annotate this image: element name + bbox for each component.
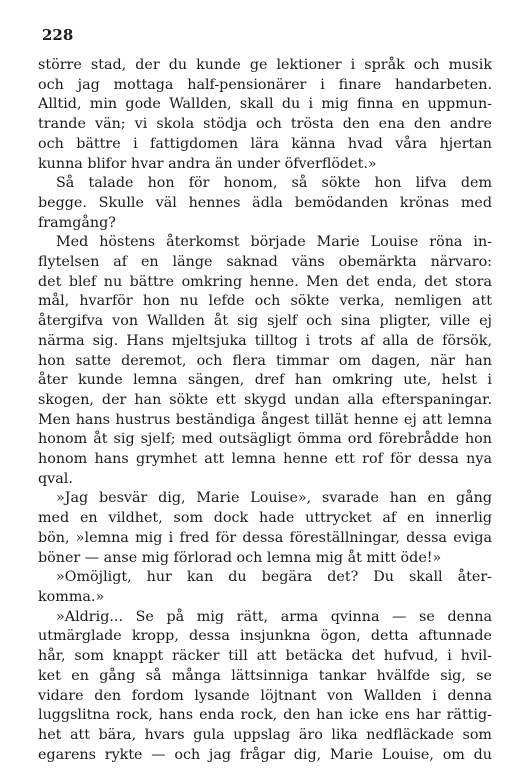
- text-line: det blef nu bättre omkring henne. Men det enda, det stora: [38, 273, 492, 290]
- text-line: åter kunde lemna sängen, dref han omkring ute, helst i: [38, 372, 492, 389]
- text-line: begge. Skulle väl hennes ädla bemödanden krönas med: [38, 194, 492, 211]
- text-line: luggslitna rock, hans enda rock, den han icke ens har rättig-: [38, 707, 492, 724]
- text-line: honom hans grymhet att lemna henne ett rof för dessa nya: [38, 451, 492, 468]
- text-line: bön, »lemna mig i fred för dessa föreställningar, dessa eviga: [38, 529, 492, 546]
- text-line: vidare den fordom lysande löjtnant von Wallden i denna: [38, 687, 492, 704]
- text-line: hår, som knappt räcker till att betäcka det hufvud, i hvil-: [38, 648, 492, 665]
- text-line: utmärglade kropp, dessa insjunkna ögon, detta aftunnade: [38, 628, 492, 645]
- text-line: hon satte deremot, och flera timmar om dagen, när han: [38, 352, 492, 369]
- text-line: trande vän; vi skola stödja och trösta den ena den andre: [38, 116, 492, 133]
- text-line: Alltid, min gode Wallden, skall du i mig finna en uppmun-: [38, 96, 492, 113]
- text-line: qval.: [38, 470, 73, 487]
- text-line: »Omöjligt, hur kan du begära det? Du skall åter-: [56, 569, 492, 586]
- text-line: Så talade hon för honom, så sökte hon lifva dem: [56, 175, 492, 192]
- text-line: »Jag besvär dig, Marie Louise», svarade han en gång: [56, 490, 492, 507]
- text-line: Med höstens återkomst började Marie Louise röna in-: [56, 234, 492, 251]
- text-line: större stad, der du kunde ge lektioner i språk och musik: [38, 57, 492, 73]
- text-line: egarens rykte — och jag frågar dig, Marie Louise, om du: [38, 746, 492, 763]
- text-line: het att bära, hvars gula uppslag äro lika nedfläckade som: [38, 726, 492, 743]
- text-line: framgång?: [38, 214, 116, 231]
- text-line: med en vildhet, som dock hade uttrycket af en innerlig: [38, 510, 492, 527]
- text-line: Men hans hustrus beständiga ångest tillät henne ej att lemna: [38, 411, 492, 428]
- text-line: kunna blifor hvar andra än under öfverflödet.»: [38, 155, 377, 172]
- page-number: 228: [42, 26, 74, 44]
- text-line: flytelsen af en länge saknad väns obemärkta närvaro:: [38, 254, 492, 271]
- text-line: närma sig. Hans mjeltsjuka tilltog i trots af alla de försök,: [38, 332, 492, 349]
- text-line: skogen, der han sökte ett skygd undan alla efterspaningar.: [38, 391, 492, 408]
- text-line: mål, hvarför hon nu lefde och sökte verka, nemligen att: [38, 293, 492, 310]
- book-page: [38, 26, 492, 766]
- text-line: »Aldrig... Se på mig rätt, arma qvinna — se denna: [56, 608, 492, 625]
- body-text: [38, 56, 492, 765]
- text-line: och jag mottaga half-pensionärer i finare handarbeten.: [38, 76, 492, 93]
- text-line: böner — anse mig förlorad och lemna mig åt mitt öde!»: [38, 549, 442, 566]
- text-line: honom åt sig sjelf; med outsägligt ömma ord förebrådde hon: [38, 431, 492, 448]
- text-line: komma.»: [38, 588, 105, 605]
- text-line: återgifva von Wallden åt sig sjelf och sina pligter, ville ej: [38, 313, 492, 330]
- text-line: och bättre i fattigdomen lära känna hvad våra hjertan: [38, 135, 492, 152]
- text-line: ket en gång så många lättsinniga tankar hvälfde sig, se: [38, 667, 492, 684]
